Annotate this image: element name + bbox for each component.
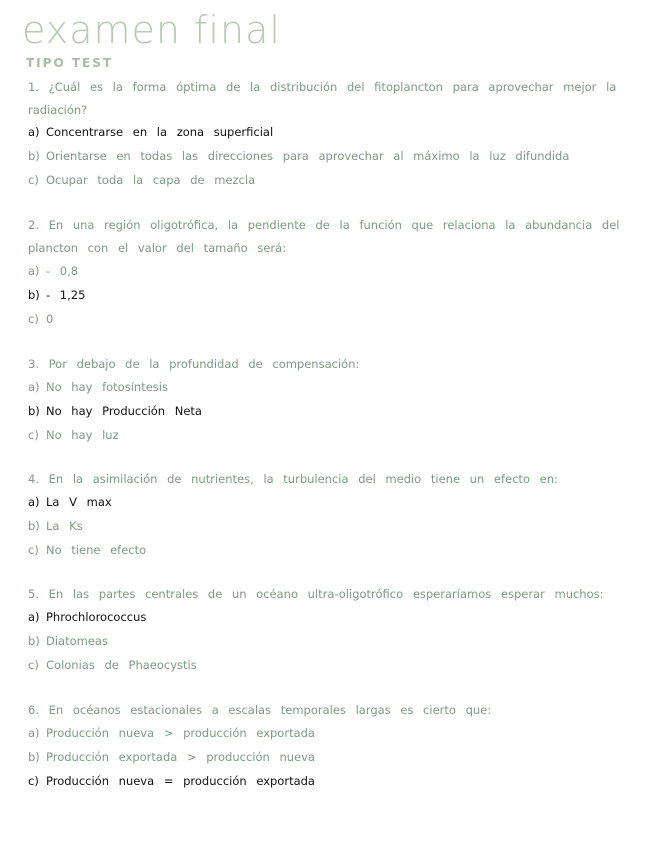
answer-option xyxy=(28,772,315,790)
option-letter: b) xyxy=(28,149,40,163)
option-text: Producción nueva > producción exportada xyxy=(46,726,315,740)
answer-option xyxy=(28,426,119,444)
option-letter: c) xyxy=(28,312,39,326)
answer-option xyxy=(28,724,315,742)
option-letter: b) xyxy=(28,404,40,418)
answer-option xyxy=(28,147,569,165)
option-letter: c) xyxy=(28,428,39,442)
option-letter: b) xyxy=(28,634,40,648)
answer-option xyxy=(28,171,255,189)
answer-option xyxy=(28,378,168,396)
answer-option xyxy=(28,286,85,304)
option-text: No hay luz xyxy=(46,428,119,442)
answer-option xyxy=(28,541,146,559)
option-text: Ocupar toda la capa de mezcla xyxy=(46,173,256,187)
option-letter: a) xyxy=(28,726,40,740)
answer-option xyxy=(28,656,197,674)
option-letter: c) xyxy=(28,543,39,557)
option-text: Producción exportada > producción nueva xyxy=(46,750,315,764)
option-text: Phrochlorococcus xyxy=(46,610,147,624)
option-text: Orientarse en todas las direcciones para aprovechar al máximo la luz difundida xyxy=(46,149,570,163)
option-letter: a) xyxy=(28,380,40,394)
option-letter: a) xyxy=(28,125,40,139)
answer-option xyxy=(28,402,202,420)
option-letter: c) xyxy=(28,774,39,788)
option-letter: b) xyxy=(28,519,40,533)
answer-option xyxy=(28,262,78,280)
question-text: 4. En la asimilación de nutrientes, la turbulencia del medio tiene un efecto en: xyxy=(28,472,558,486)
option-letter: c) xyxy=(28,658,39,672)
option-letter: a) xyxy=(28,610,40,624)
option-letter: b) xyxy=(28,288,40,302)
answer-option xyxy=(28,748,315,766)
option-text: No tiene efecto xyxy=(46,543,147,557)
question-text: 1. ¿Cuál es la forma óptima de la distribución del fitoplancton para aprovechar mejor la radiación? xyxy=(28,80,617,117)
page-title: examen final xyxy=(22,8,281,52)
option-text: No hay Producción Neta xyxy=(46,404,202,418)
option-letter: a) xyxy=(28,495,40,509)
option-text: Colonias de Phaeocystis xyxy=(46,658,197,672)
option-text: 0 xyxy=(46,312,54,326)
option-text: No hay fotosíntesis xyxy=(46,380,168,394)
question-text: 6. En océanos estacionales a escalas temporales largas es cierto que: xyxy=(28,703,492,717)
answer-option xyxy=(28,310,53,328)
option-text: La V max xyxy=(46,495,112,509)
option-letter: a) xyxy=(28,264,40,278)
answer-option xyxy=(28,493,112,511)
option-letter: b) xyxy=(28,750,40,764)
option-text: - 1,25 xyxy=(46,288,86,302)
option-text: La Ks xyxy=(46,519,83,533)
question-text: 2. En una región oligotrófica, la pendiente de la función que relaciona la abundancia del plancton con el valor del tamaño será: xyxy=(28,218,620,255)
answer-option xyxy=(28,517,83,535)
option-text: Producción nueva = producción exportada xyxy=(46,774,315,788)
answer-option xyxy=(28,608,146,626)
option-text: Concentrarse en la zona superficial xyxy=(46,125,274,139)
option-letter: c) xyxy=(28,173,39,187)
option-text: Diatomeas xyxy=(46,634,108,648)
answer-option xyxy=(28,123,273,141)
answer-option xyxy=(28,632,108,650)
question-text: 5. En las partes centrales de un océano ultra-oligotrófico esperaríamos esperar muchos: xyxy=(28,587,604,601)
page-subtitle: TIPO TEST xyxy=(26,56,114,70)
option-text: - 0,8 xyxy=(46,264,79,278)
question-text: 3. Por debajo de la profundidad de compensación: xyxy=(28,357,360,371)
